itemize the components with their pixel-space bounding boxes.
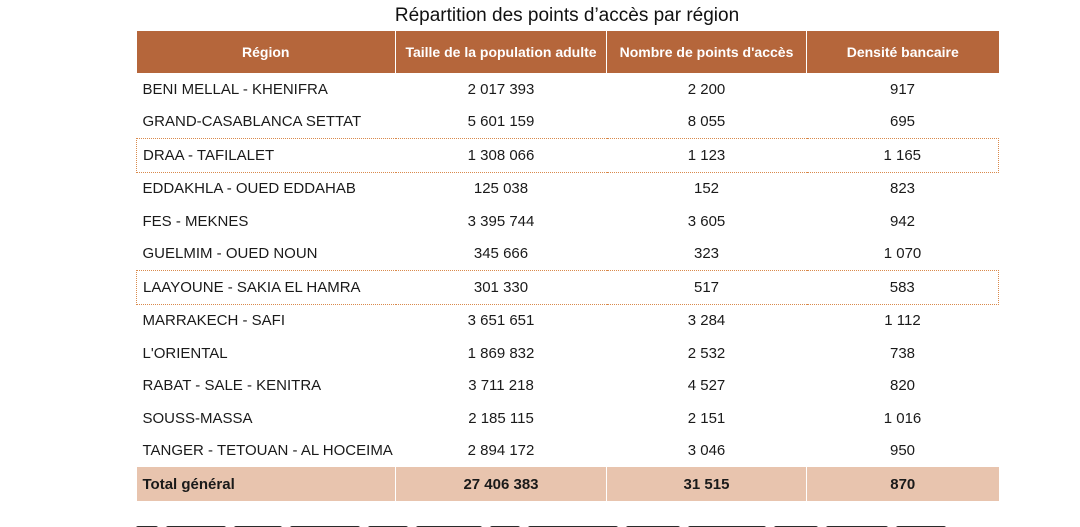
cell-population: 2 894 172 [467, 442, 535, 460]
cell-densite: 823 [889, 180, 916, 198]
cell-densite: 942 [889, 212, 916, 230]
total-densite: 870 [807, 467, 999, 501]
cell-region: GRAND-CASABLANCA SETTAT [142, 113, 362, 131]
table-title: Répartition des points d’accès par région [394, 5, 740, 26]
cell-population: 345 666 [473, 245, 529, 263]
table-row [137, 106, 999, 139]
cell-points: 517 [607, 271, 807, 305]
header-population: Taille de la population adulte [396, 31, 607, 73]
cell-region: RABAT - SALE - KENITRA [142, 377, 322, 395]
cell-population: 5 601 159 [467, 113, 535, 131]
table-row [137, 238, 999, 271]
total-row [137, 467, 999, 501]
cell-population: 1 308 066 [396, 139, 607, 173]
table-row [137, 337, 999, 370]
cell-points: 8 055 [687, 113, 726, 131]
table-row [137, 435, 999, 468]
cell-densite: 1 016 [883, 409, 922, 427]
header-points: Nombre de points d'accès [607, 31, 807, 73]
cell-region: L'ORIENTAL [142, 344, 228, 362]
cell-region: LAAYOUNE - SAKIA EL HAMRA [137, 271, 396, 305]
cut-off-text-line [136, 519, 986, 527]
cell-population: 3 711 218 [468, 377, 534, 395]
table-row [137, 402, 999, 435]
table-row-highlighted [137, 271, 999, 305]
cell-points: 2 200 [687, 80, 726, 98]
cell-points: 3 284 [687, 312, 726, 330]
cell-densite: 950 [889, 442, 916, 460]
header-region: Région [137, 31, 396, 73]
cell-points: 3 046 [687, 442, 726, 460]
cell-densite: 1 070 [883, 245, 922, 263]
cell-region: BENI MELLAL - KHENIFRA [142, 80, 328, 98]
cell-region: MARRAKECH - SAFI [142, 312, 286, 330]
cell-population: 301 330 [396, 271, 607, 305]
cell-points: 4 527 [687, 377, 726, 395]
cell-densite: 695 [889, 113, 916, 131]
cell-region: EDDAKHLA - OUED EDDAHAB [142, 180, 356, 198]
cell-region: SOUSS-MASSA [142, 409, 253, 427]
cell-points: 1 123 [607, 139, 807, 173]
header-densite: Densité bancaire [807, 31, 999, 73]
table-row [137, 370, 999, 403]
cell-region: GUELMIM - OUED NOUN [142, 245, 318, 263]
cell-region: DRAA - TAFILALET [137, 139, 396, 173]
cell-region: TANGER - TETOUAN - AL HOCEIMA [142, 442, 393, 460]
table-row [137, 205, 999, 238]
cell-population: 2 185 115 [468, 409, 534, 427]
total-points: 31 515 [607, 467, 807, 501]
cell-population: 3 395 744 [467, 212, 535, 230]
table-row [137, 73, 999, 106]
cell-population: 3 651 651 [467, 312, 535, 330]
regional-access-table [136, 31, 999, 501]
cell-region: FES - MEKNES [142, 212, 249, 230]
total-label: Total général [137, 467, 396, 501]
header-row [137, 31, 999, 73]
cell-densite: 583 [807, 271, 999, 305]
cell-points: 3 605 [687, 212, 726, 230]
cell-points: 2 151 [687, 409, 726, 427]
table-row [137, 172, 999, 205]
cell-points: 152 [693, 180, 720, 198]
cell-points: 2 532 [687, 344, 726, 362]
cell-densite: 917 [889, 80, 916, 98]
cell-population: 1 869 832 [467, 344, 535, 362]
table-row-highlighted [137, 139, 999, 173]
cell-points: 323 [693, 245, 720, 263]
table-row [137, 304, 999, 337]
cell-densite: 738 [889, 344, 916, 362]
cell-population: 125 038 [473, 180, 529, 198]
total-population: 27 406 383 [396, 467, 607, 501]
cell-densite: 1 165 [807, 139, 999, 173]
cell-densite: 820 [889, 377, 916, 395]
cell-densite: 1 112 [884, 312, 921, 330]
cell-population: 2 017 393 [467, 80, 535, 98]
